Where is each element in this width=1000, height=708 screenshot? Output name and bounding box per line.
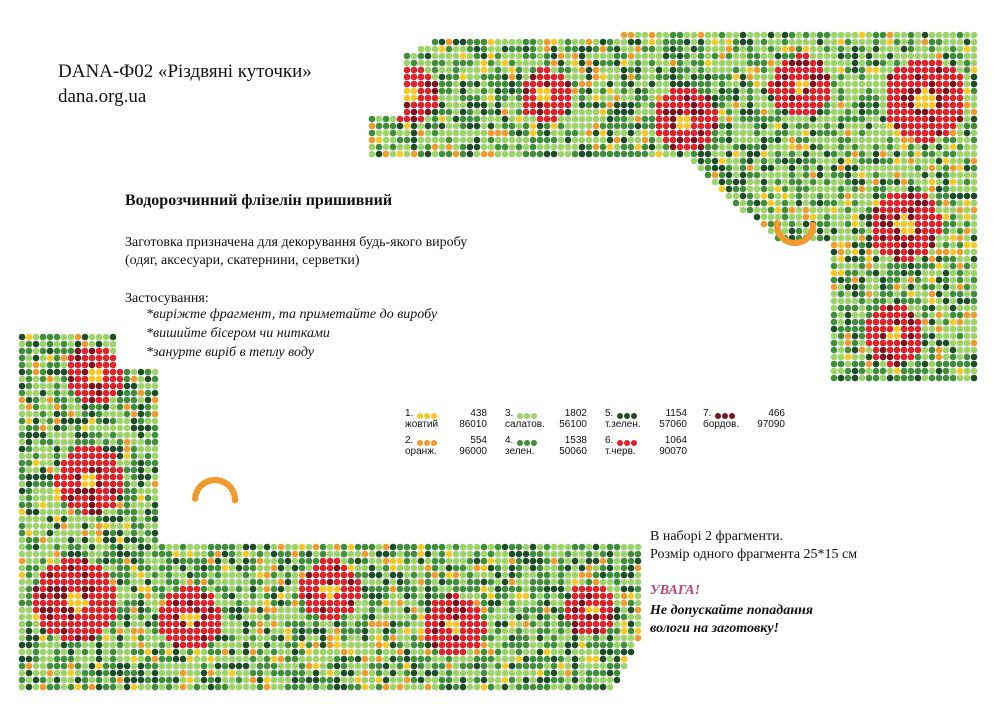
legend-code-1: 438 bbox=[470, 408, 487, 419]
legend-item bbox=[405, 435, 497, 469]
legend-color-name: т.черв. bbox=[605, 446, 636, 457]
legend-code-1: 466 bbox=[768, 408, 785, 419]
legend-color-name: жовтий bbox=[405, 419, 439, 430]
description-line-2: (одяг, аксесуари, скатернини, серветки) bbox=[125, 253, 360, 268]
legend-code-1: 1538 bbox=[564, 435, 587, 446]
legend-code-1: 554 bbox=[470, 435, 487, 446]
legend-number: 1. bbox=[405, 408, 414, 419]
product-title: DANA-Ф02 «Різдвяні куточки» bbox=[58, 61, 312, 82]
warning-title: УВАГА! bbox=[650, 583, 701, 598]
legend-number: 4. bbox=[505, 435, 514, 446]
usage-title: Застосування: bbox=[125, 291, 209, 306]
legend-number: 3. bbox=[505, 408, 514, 419]
usage-step-3: *занурте виріб в теплу воду bbox=[146, 345, 314, 360]
legend-code-1: 1064 bbox=[664, 435, 687, 446]
kit-contents: В наборі 2 фрагменти. bbox=[650, 529, 784, 544]
legend-code-2: 96000 bbox=[459, 446, 487, 457]
legend-code-2: 57060 bbox=[659, 419, 687, 430]
legend-number: 7. bbox=[703, 408, 712, 419]
warning-line-2: вологи на заготовку! bbox=[650, 621, 779, 636]
legend-color-name: т.зелен. bbox=[605, 419, 641, 430]
legend-item bbox=[703, 408, 795, 442]
legend-color-name: оранж. bbox=[405, 446, 437, 457]
legend-color-name: бордов. bbox=[703, 419, 740, 430]
legend-code-2: 86010 bbox=[459, 419, 487, 430]
usage-step-1: *виріжте фрагмент, та приметайте до виробу bbox=[146, 307, 438, 322]
legend-code-2: 50060 bbox=[559, 446, 587, 457]
fragment-size: Розмір одного фрагмента 25*15 см bbox=[650, 547, 858, 562]
legend-code-1: 1802 bbox=[564, 408, 587, 419]
legend-item bbox=[605, 435, 697, 469]
description-heading: Водорозчинний флізелін пришивний bbox=[125, 192, 393, 209]
legend-code-2: 56100 bbox=[559, 419, 587, 430]
legend-color-name: зелен. bbox=[505, 446, 535, 457]
legend-number: 2. bbox=[405, 435, 414, 446]
legend-code-2: 90070 bbox=[659, 446, 687, 457]
legend-number: 5. bbox=[605, 408, 614, 419]
legend-code-1: 1154 bbox=[665, 408, 687, 419]
warning-line-1: Не допускайте попадання bbox=[650, 603, 813, 618]
website: dana.org.ua bbox=[58, 86, 147, 107]
legend-color-name: салатов. bbox=[505, 419, 545, 430]
legend-number: 6. bbox=[605, 435, 614, 446]
legend-code-2: 97090 bbox=[757, 419, 785, 430]
legend-item bbox=[505, 435, 597, 469]
usage-step-2: *вишийте бісером чи нитками bbox=[146, 326, 330, 341]
description-line-1: Заготовка призначена для декорування будь-якого виробу bbox=[125, 235, 468, 250]
